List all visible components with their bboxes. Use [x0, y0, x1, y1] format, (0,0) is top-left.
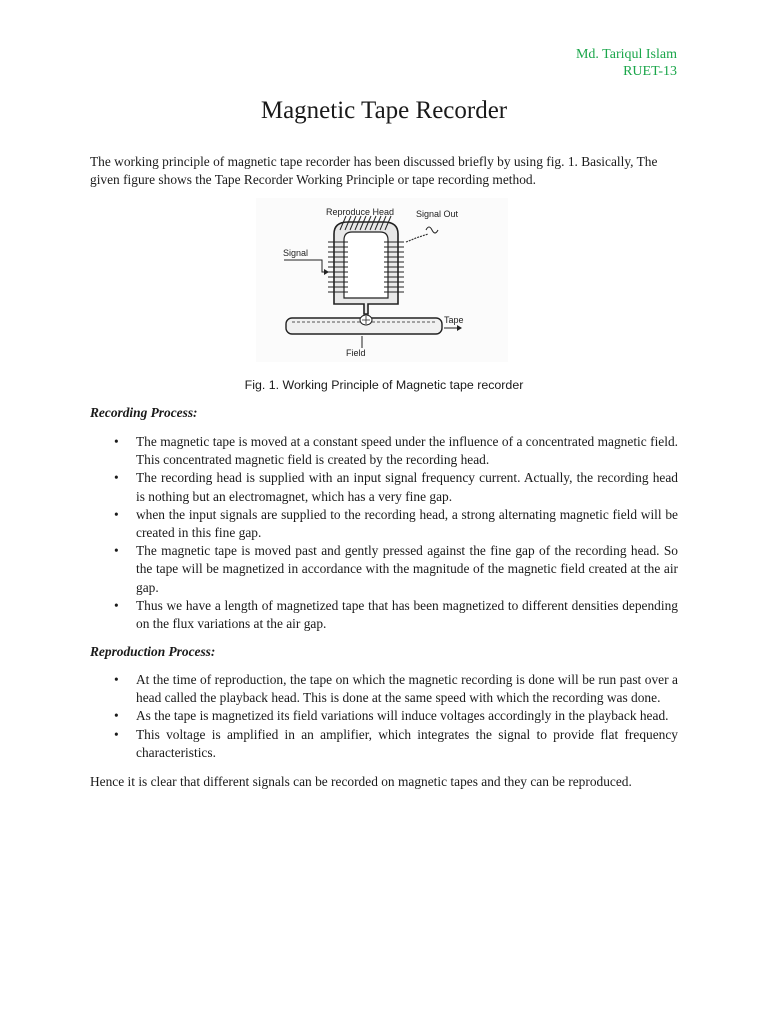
closing-paragraph: Hence it is clear that different signals can be recorded on magnetic tapes and they can be reproduced.: [90, 774, 632, 789]
recording-list: [90, 433, 678, 633]
list-item: • This voltage is amplified in an amplifier, which integrates the signal to provide flat frequency characteristics.: [90, 726, 678, 762]
figure-caption: Fig. 1. Working Principle of Magnetic tape recorder: [244, 378, 524, 392]
label-reproduce-head: Reproduce Head: [326, 207, 395, 217]
list-item: • The recording head is supplied with an input signal frequency current. Actually, the recording head is nothing but an electromagnet, which has a very fine gap.: [90, 469, 678, 505]
author-name: Md. Tariqul Islam: [575, 47, 677, 62]
reproduction-list: [90, 671, 678, 762]
reproduction-heading: Reproduction Process:: [90, 644, 216, 659]
recording-heading: Recording Process:: [90, 405, 198, 420]
list-item: • The magnetic tape is moved at a constant speed under the influence of a concentrated magnetic field. This concentrated magnetic field is created by the recording head.: [90, 433, 678, 469]
list-item: • The magnetic tape is moved past and gently pressed against the fine gap of the recording head. So the tape will be magnetized in accordance with the magnitude of the magnetic field created at the air gap.: [90, 542, 678, 597]
label-signal-out: Signal Out: [416, 209, 459, 219]
author-affiliation: RUET-13: [623, 64, 677, 79]
list-item: • As the tape is magnetized its field variations will induce voltages accordingly in the playback head.: [90, 707, 678, 725]
page-title: Magnetic Tape Recorder: [260, 97, 508, 124]
tape-recorder-diagram: [256, 198, 508, 362]
label-signal: Signal: [283, 248, 309, 258]
list-item: • Thus we have a length of magnetized tape that has been magnetized to different densities depending on the flux variations at the air gap.: [90, 597, 678, 633]
label-field: Field: [346, 348, 366, 358]
label-tape: Tape: [444, 315, 464, 325]
list-item: • At the time of reproduction, the tape on which the magnetic recording is done will be run past over a head called the playback head. This is done at the same speed with which the recording was done.: [90, 671, 678, 707]
author-block: [576, 46, 677, 80]
list-item: • when the input signals are supplied to the recording head, a strong alternating magnetic field will be created in this fine gap.: [90, 506, 678, 542]
intro-paragraph: The working principle of magnetic tape recorder has been discussed briefly by using fig. 1. Basically, The given figure shows the Tape Recorder Working Principle or tape recording method.: [90, 154, 658, 187]
